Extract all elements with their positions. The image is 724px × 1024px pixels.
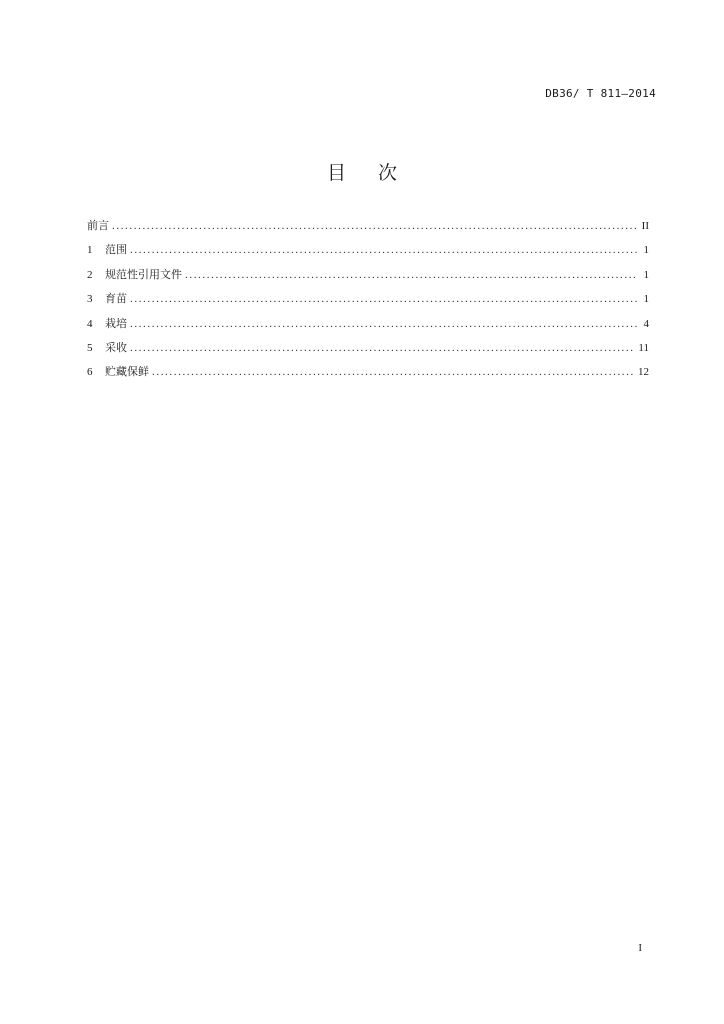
toc-item-number: 3 [87,293,93,306]
document-code: DB36/ T 811—2014 [545,87,656,100]
toc-item-number: 1 [87,244,93,257]
toc-item-page: 1 [643,244,649,257]
toc-item-label: 栽培 [105,316,127,330]
toc-leader-dots [130,292,637,306]
toc-leader-dots [152,365,634,379]
toc-item-page: 1 [643,268,649,281]
toc-item-normative-references[interactable] [87,268,649,292]
page-title [0,158,724,185]
table-of-contents [87,219,649,390]
toc-item-number: 5 [87,341,93,354]
toc-item-scope[interactable] [87,243,649,267]
toc-item-page: 4 [643,317,649,330]
toc-item-harvest[interactable] [87,341,649,365]
toc-item-seedling[interactable] [87,292,649,316]
toc-item-label: 前言 [87,219,109,232]
toc-item-label: 范围 [105,243,127,257]
toc-item-number: 2 [87,268,93,281]
toc-item-label: 采收 [105,340,127,354]
toc-item-page: 11 [638,341,649,354]
toc-leader-dots [130,243,637,257]
toc-leader-dots [130,317,637,331]
page-number: I [638,942,642,954]
title-char-1: 目 [326,162,346,184]
toc-item-label: 育苗 [105,292,127,306]
toc-item-label: 贮藏保鲜 [105,365,149,379]
toc-item-page: 1 [643,293,649,306]
toc-item-number: 4 [87,317,93,330]
toc-leader-dots [130,341,634,355]
toc-item-label: 规范性引用文件 [105,267,182,281]
toc-item-cultivation[interactable] [87,317,649,341]
toc-leader-dots [112,219,637,233]
title-char-2: 次 [378,162,398,184]
toc-item-storage[interactable] [87,365,649,389]
toc-item-page: 12 [638,366,649,379]
toc-leader-dots [185,268,637,282]
toc-item-foreword[interactable] [87,219,649,243]
toc-item-page: II [641,220,649,232]
toc-item-number: 6 [87,366,93,379]
